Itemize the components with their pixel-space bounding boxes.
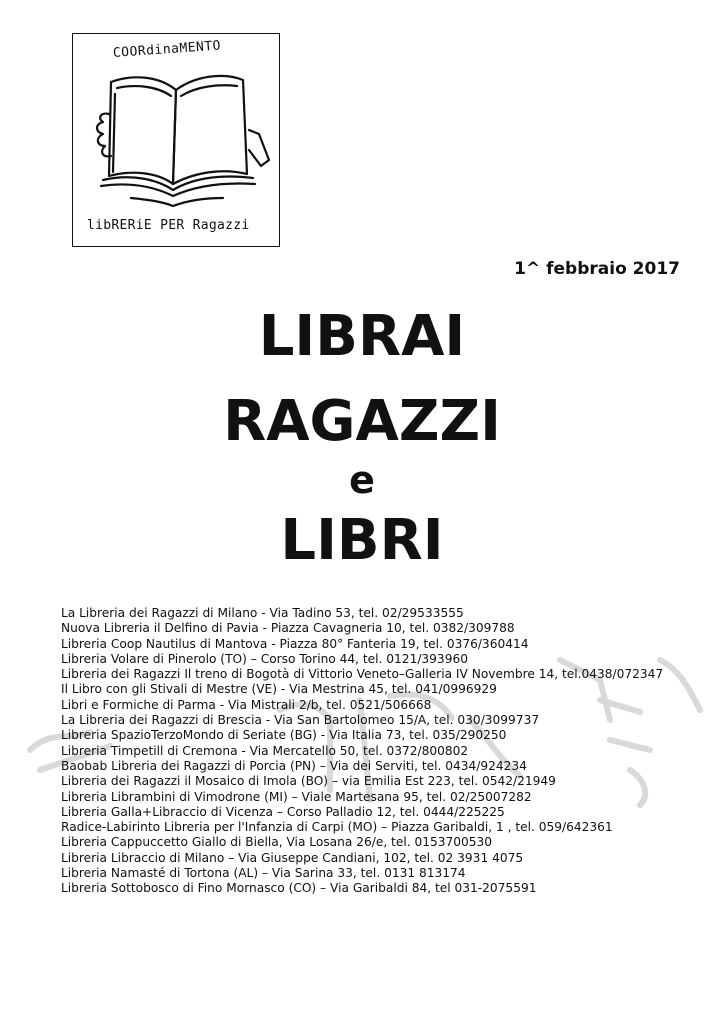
title-line-4: LIBRI xyxy=(280,508,444,573)
list-item: Libreria Librambini di Vimodrone (MI) – Viale Martesana 95, tel. 02/25007282 xyxy=(61,789,532,804)
list-item: La Libreria dei Ragazzi di Brescia - Via San Bartolomeo 15/A, tel. 030/3099737 xyxy=(61,713,540,728)
list-item: Radice-Labirinto Libreria per l'Infanzia di Carpi (MO) – Piazza Garibaldi, 1 , tel. 059/642361 xyxy=(61,820,613,835)
list-item: Libreria dei Ragazzi Il treno di Bogotà di Vittorio Veneto–Galleria IV Novembre 14, tel.0438/072347 xyxy=(61,667,664,682)
list-item: Libreria Cappuccetto Giallo di Biella, Via Losana 26/e, tel. 0153700530 xyxy=(61,835,493,850)
logo-bottom-text: libRERiE PER Ragazzi xyxy=(87,218,250,233)
list-item: La Libreria dei Ragazzi di Milano - Via Tadino 53, tel. 02/29533555 xyxy=(61,606,464,620)
title-line-3: e xyxy=(349,458,375,502)
list-item: Libreria Sottobosco di Fino Mornasco (CO) – Via Garibaldi 84, tel 031-2075591 xyxy=(61,881,537,896)
list-item: Baobab Libreria dei Ragazzi di Porcia (PN) – Via dei Serviti, tel. 0434/924234 xyxy=(61,758,527,773)
list-item: Libreria SpazioTerzoMondo di Seriate (BG) - Via Italia 73, tel. 035/290250 xyxy=(61,728,507,743)
open-book-illustration xyxy=(73,34,279,246)
list-item: Libri e Formiche di Parma - Via Mistrali 2/b, tel. 0521/506668 xyxy=(61,697,432,712)
list-item: Libreria Coop Nautilus di Mantova - Piazza 80° Fanteria 19, tel. 0376/360414 xyxy=(61,636,529,651)
title-line-1: LIBRAI xyxy=(258,304,466,369)
list-item: Nuova Libreria il Delfino di Pavia - Piazza Cavagneria 10, tel. 0382/309788 xyxy=(61,621,515,636)
title-line-2: RAGAZZI xyxy=(223,389,501,454)
list-item: Libreria dei Ragazzi il Mosaico di Imola (BO) – via Emilia Est 223, tel. 0542/21949 xyxy=(61,774,556,789)
bookstore-list xyxy=(61,606,663,897)
logo-top-text: COORdinaMENTO xyxy=(112,38,222,61)
document-date: 1^ febbraio 2017 xyxy=(514,259,680,279)
list-item: Libreria Timpetill di Cremona - Via Mercatello 50, tel. 0372/800802 xyxy=(61,743,469,758)
list-item: Libreria Libraccio di Milano – Via Giuseppe Candiani, 102, tel. 02 3931 4075 xyxy=(61,850,524,865)
list-item: Il Libro con gli Stivali di Mestre (VE) - Via Mestrina 45, tel. 041/0996929 xyxy=(61,682,497,697)
list-item: Libreria Galla+Libraccio di Vicenza – Corso Palladio 12, tel. 0444/225225 xyxy=(61,804,505,819)
list-item: Libreria Volare di Pinerolo (TO) – Corso Torino 44, tel. 0121/393960 xyxy=(61,651,468,666)
list-item: Libreria Namasté di Tortona (AL) – Via Sarina 33, tel. 0131 813174 xyxy=(61,866,466,881)
logo xyxy=(72,33,280,247)
